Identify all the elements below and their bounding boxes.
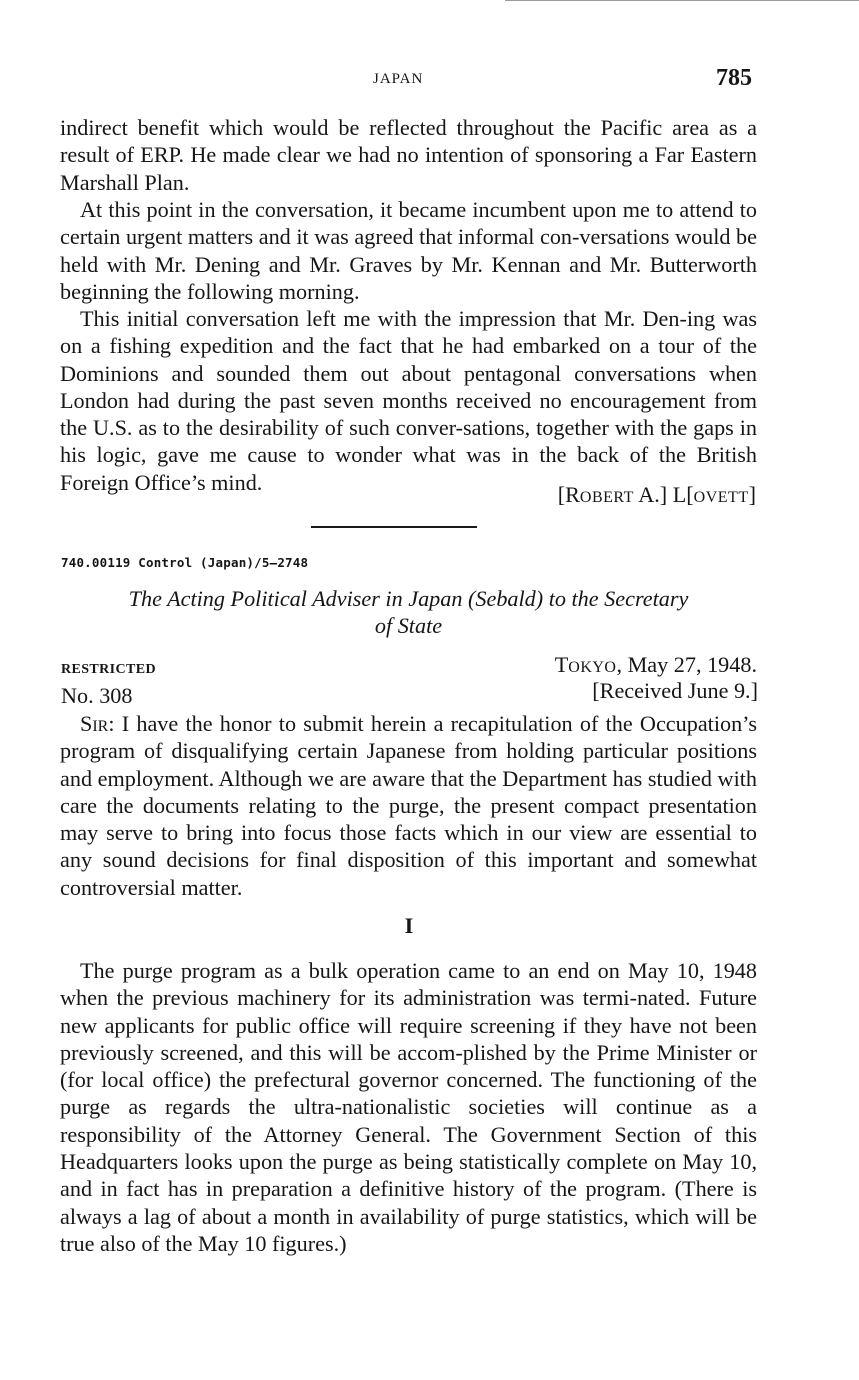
page-number: 785 bbox=[716, 65, 752, 91]
date-text: , May 27, 1948. bbox=[616, 652, 757, 677]
running-head-title: JAPAN bbox=[373, 71, 424, 87]
document-title-line: The Acting Political Adviser in Japan (Sebald) to the Secretary bbox=[128, 586, 689, 611]
document-number: No. 308 bbox=[61, 683, 133, 708]
signature-smallcaps: OBERT bbox=[579, 489, 634, 506]
paragraph-urgent-matters: At this point in the conversation, it became incumbent upon me to attend to certain urgent matters and it was agreed that informal con-versations would be held with Mr. Dening and Mr. Graves by Mr. Kennan and Mr. Butterworth beginning the following morning. bbox=[60, 197, 757, 304]
running-head bbox=[0, 65, 859, 93]
section-paragraph: The purge program as a bulk operation came to an end on May 10, 1948 when the previous machinery for its administration was termi-nated. Future new applicants for public office will require screening if they have not been previously screened, and this will be accom-plished by the Prime Minister or (for local office) the prefectural governor concerned. The functioning of the purge as regards the ultra-nationalistic societies will continue as a responsibility of the Attorney General. The Government Section of this Headquarters looks upon the purge as being statistically complete on May 10, and in fact has in preparation a definitive history of the program. (There is always a lag of about a month in availability of purge statistics, which will be true also of the May 10 figures.) bbox=[60, 958, 757, 1256]
section-divider bbox=[311, 526, 477, 528]
signature-part: [R bbox=[557, 482, 580, 507]
file-number: 740.00119 Control (Japan)/5–2748 bbox=[61, 555, 309, 570]
signature-smallcaps: OVETT bbox=[693, 489, 749, 506]
document-title-line: of State bbox=[374, 613, 443, 639]
place-initial: T bbox=[554, 652, 569, 677]
paragraph-continued: indirect benefit which would be reflected throughout the Pacific area as a result of ERP. He made clear we had no intention of sponsoring a Far Eastern Marshall Plan. bbox=[60, 115, 757, 195]
salutation: Sir bbox=[80, 711, 109, 736]
page-top-rule bbox=[505, 0, 859, 1]
opening-text: : I have the honor to submit herein a recapitulation of the Occupation’s program of disqualifying certain Japanese from holding particular positions and employment. Although we are aware that the Department has studied with care the documents relating to the purge, the present compact presentation may serve to bring into focus those facts which in our view are essential to any sound decisions for final disposition of this important and somewhat controversial matter. bbox=[60, 711, 757, 900]
signature bbox=[558, 482, 756, 508]
paragraph-initial-conversation: This initial conversation left me with the impression that Mr. Den-ing was on a fishing expedition and the fact that he had embarked on a tour of the Dominions and sounded them out about pentagonal conversations when London had during the past seven months received no encouragement from the U.S. as to the desirability of such conver-sations, together with the gaps in his logic, gave me cause to wonder what was in the back of the British Foreign Office’s mind. bbox=[60, 306, 757, 495]
section-heading: I bbox=[404, 913, 414, 938]
document-title bbox=[60, 585, 757, 640]
signature-part: A.] L[ bbox=[633, 482, 694, 507]
place-smallcaps: OKYO bbox=[568, 659, 617, 676]
received-date: [Received June 9.] bbox=[592, 678, 758, 703]
letter-opening-paragraph bbox=[60, 710, 757, 901]
signature-part: ] bbox=[748, 482, 756, 507]
classification-label: RESTRICTED bbox=[61, 662, 157, 677]
place-and-date bbox=[555, 652, 757, 678]
